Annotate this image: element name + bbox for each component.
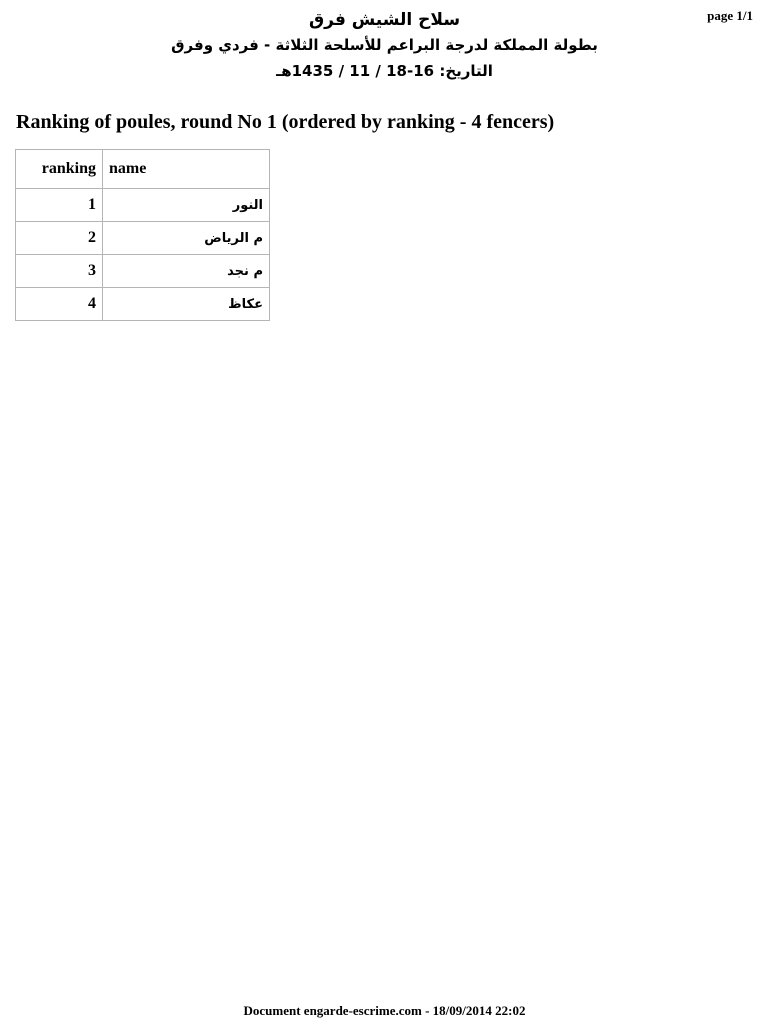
ranking-table [15,149,270,321]
document-footer: Document engarde-escrime.com - 18/09/2014 22:02 [243,1003,526,1018]
fencer-name: النور [232,197,263,213]
header-championship-title: بطولة المملكة لدرجة البراعم للأسلحة الثلاثة - فردي وفرق [171,36,598,54]
table-row [16,189,270,222]
rank-cell: 4 [16,288,103,321]
column-header-ranking: ranking [16,150,103,189]
table-row [16,255,270,288]
name-cell [103,255,270,288]
table-header-row [16,150,270,189]
fencer-name: م نجد [227,263,263,279]
table-row [16,288,270,321]
page-number: page 1/1 [707,8,753,23]
document-header [0,8,769,84]
header-date: التاريخ: 16-18 / 11 / 1435هـ [276,62,493,80]
table-row [16,222,270,255]
name-cell [103,222,270,255]
name-cell [103,189,270,222]
rank-cell: 3 [16,255,103,288]
rank-cell: 2 [16,222,103,255]
column-header-name: name [103,150,270,189]
fencer-name: عكاظ [228,296,263,312]
name-cell [103,288,270,321]
header-weapon-title: سلاح الشيش فرق [308,10,461,30]
fencer-name: م الرياض [204,230,263,246]
rank-cell: 1 [16,189,103,222]
page-title: Ranking of poules, round No 1 (ordered by ranking - 4 fencers) [16,111,555,133]
